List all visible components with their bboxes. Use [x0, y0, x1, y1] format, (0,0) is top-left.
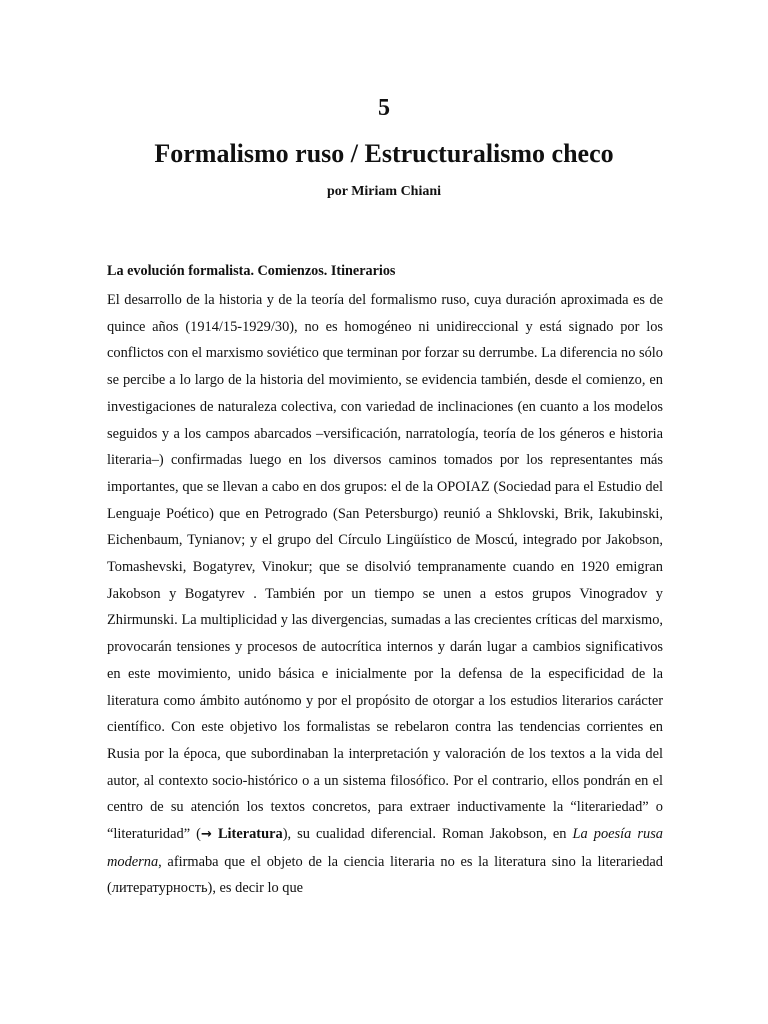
arrow-right-icon: → [200, 827, 212, 843]
body-paragraph [107, 287, 663, 902]
body-text-part-1: El desarrollo de la historia y de la teoría del formalismo ruso, cuya duración aproximada es de quince años (1914/15-1929/30), no es homogéneo ni unidireccional y está signado por los conflictos con el marxismo soviético que terminan por forzar su derrumbe. La diferencia no sólo se percibe a lo largo de la historia del movimiento, se evidencia también, desde el comienzo, en investigaciones de naturaleza colectiva, con variedad de inclinaciones (en cuanto a los modelos seguidos y a los campos abarcados –versificación, narratología, teoría de los géneros e historia literaria–) confirmadas luego en los diversos caminos tomados por los representantes más importantes, que se llevan a cabo en dos grupos: el de la OPOIAZ (Sociedad para el Estudio del Lenguaje Poético) que en Petrogrado (San Petersburgo) reunió a Shklovski, Brik, Iakubinski, Eichenbaum, Tynianov; y el grupo del Círculo Lingüístico de Moscú, integrado por Jakobson, Tomashevski, Bogatyrev, Vinokur; que se disolvió tempranamente cuando en 1920 emigran Jakobson y Bogatyrev . También por un tiempo se unen a estos grupos Vinogradov y Zhirmunski. La multiplicidad y las divergencias, sumadas a las crecientes críticas del marxismo, provocarán tensiones y procesos de autocrítica internos y darán lugar a cambios significativos en este movimiento, unido básica e inicialmente por la defensa de la especificidad de la literatura como ámbito autónomo y por el propósito de otorgar a los estudios literarios carácter científico. Con este objetivo los formalistas se rebelaron contra las tendencias corrientes en Rusia por la época, que subordinaban la interpretación y valoración de los textos a la vida del autor, al contexto socio-histórico o a un sistema filosófico. Por el contrario, ellos pondrán en el centro de su atención los textos concretos, para extraer inductivamente la “literariedad” o “literaturidad” ( [107, 292, 663, 843]
book-title: La poesía rusa moderna [107, 826, 664, 870]
section-heading: La evolución formalista. Comienzos. Itinerarios [107, 263, 396, 279]
cross-reference-term: Literatura [211, 826, 283, 843]
chapter-number: 5 [378, 95, 390, 121]
body-text-part-3: , afirmaba que el objeto de la ciencia literaria no es la literatura sino la literariedad (литературность), es decir lo que [107, 853, 663, 897]
chapter-title: Formalismo ruso / Estructuralismo checo [154, 139, 614, 168]
body-text-part-2: ), su cualidad diferencial. Roman Jakobson, en [282, 826, 573, 843]
author-byline: por Miriam Chiani [326, 184, 442, 199]
